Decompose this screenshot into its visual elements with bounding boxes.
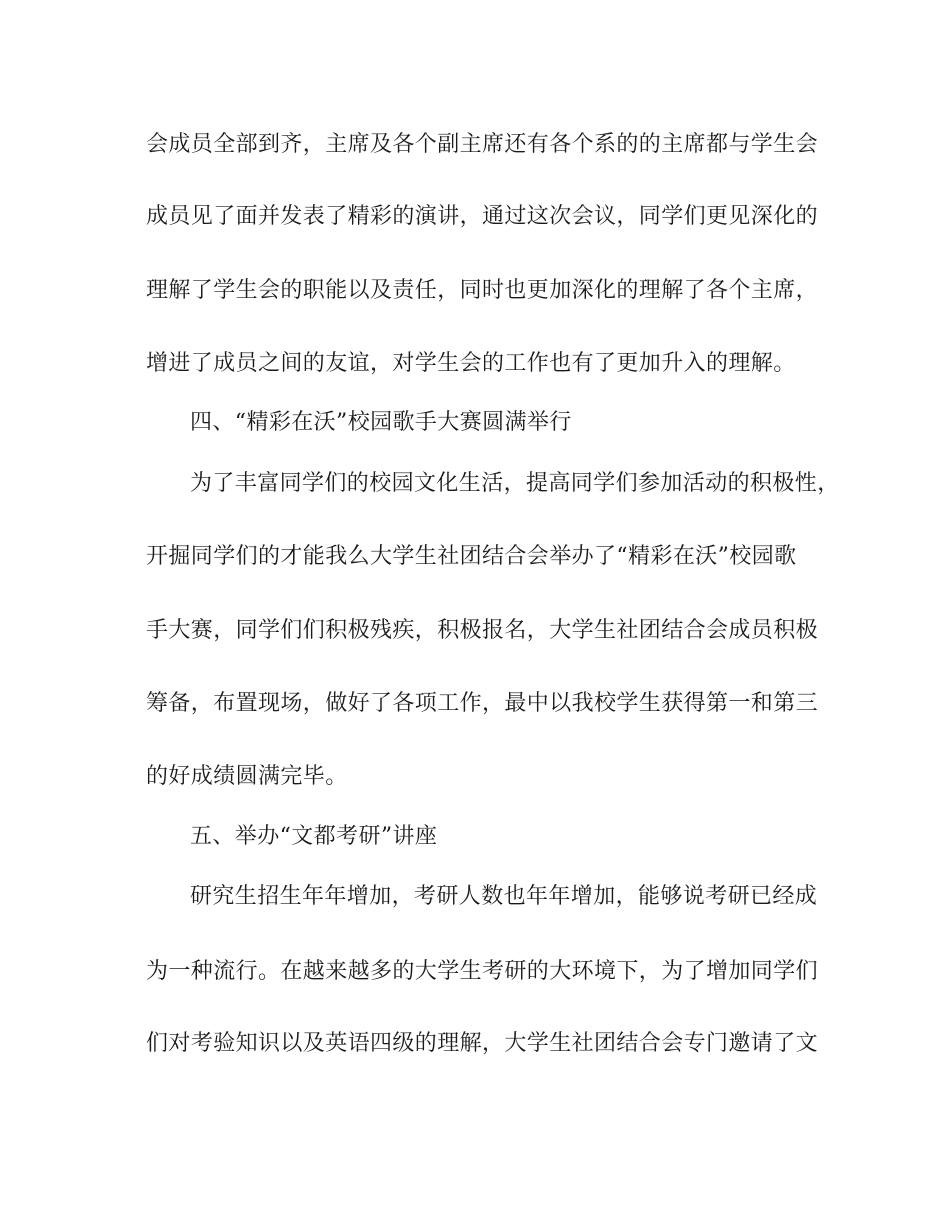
section-heading: 四、“精彩在沃”校园歌手大赛圆满举行	[190, 410, 572, 435]
paragraph-line: 理解了学生会的职能以及责任，同时也更加深化的理解了各个主席，	[146, 278, 819, 303]
paragraph-line: 手大赛，同学们们积极残疾，积极报名，大学生社团结合会成员积极	[146, 618, 819, 643]
paragraph-line: 研究生招生年年增加，考研人数也年年增加，能够说考研已经成	[190, 884, 818, 909]
paragraph-line: 筹备，布置现场，做好了各项工作，最中以我校学生获得第一和第三	[146, 691, 819, 716]
paragraph-line: 增进了成员之间的友谊，对学生会的工作也有了更加升入的理解。	[146, 351, 796, 376]
paragraph-line: 开掘同学们的才能我么大学生社团结合会举办了“精彩在沃”校园歌	[146, 544, 797, 569]
paragraph-line: 会成员全部到齐，主席及各个副主席还有各个系的的主席都与学生会	[146, 132, 819, 157]
paragraph-line: 的好成绩圆满完毕。	[146, 764, 348, 789]
paragraph-line: 成员见了面并发表了精彩的演讲，通过这次会议，同学们更见深化的	[146, 204, 819, 229]
paragraph-line: 为了丰富同学们的校园文化生活，提高同学们参加活动的积极性，	[190, 471, 840, 496]
paragraph-line: 们对考验知识以及英语四级的理解，大学生社团结合会专门邀请了文	[146, 1031, 819, 1056]
paragraph-line: 为一种流行。在越来越多的大学生考研的大环境下，为了增加同学们	[146, 959, 819, 984]
section-heading: 五、举办“文都考研”讲座	[190, 824, 438, 849]
